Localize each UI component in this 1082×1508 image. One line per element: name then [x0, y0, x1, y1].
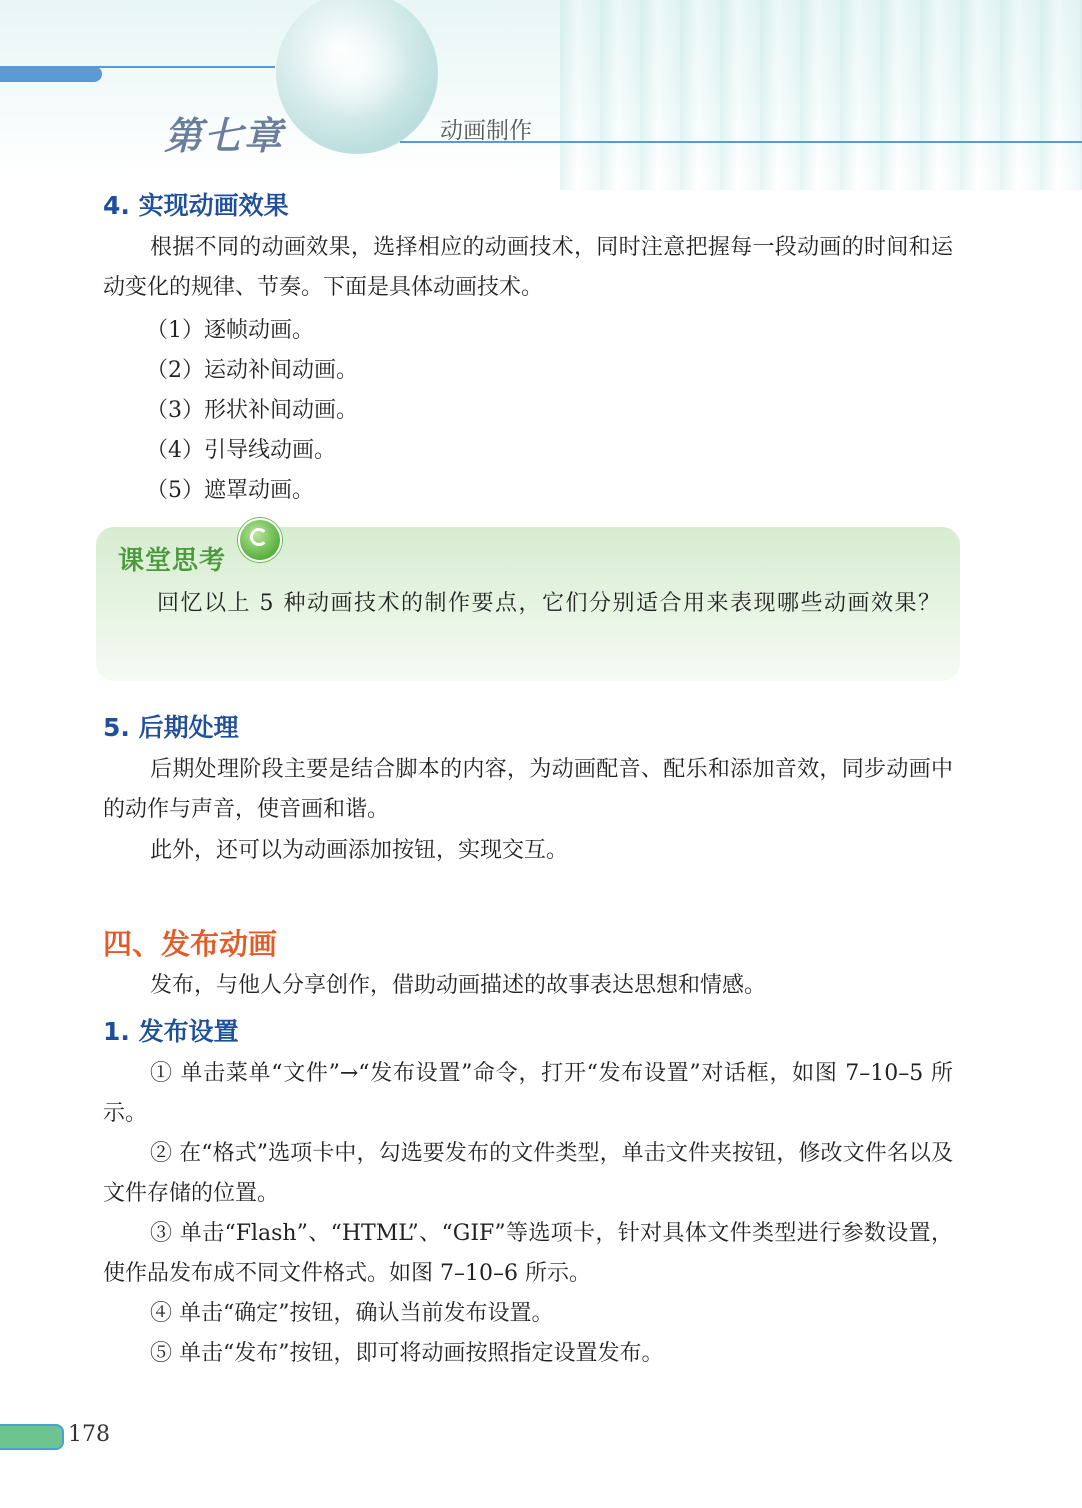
header-tab	[0, 66, 102, 82]
class-thinking-title: 课堂思考	[118, 546, 227, 576]
chapter-number: 第七章	[164, 113, 285, 158]
step-item: ① 单击菜单“文件”→“发布设置”命令，打开“发布设置”对话框，如图 7–10–5 所示。	[103, 1061, 953, 1126]
section-5-paragraph-1: 后期处理阶段主要是结合脚本的内容，为动画配音、配乐和添加音效，同步动画中的动作与声音，使音画和谐。	[103, 757, 953, 822]
section-5-paragraph-2: 此外，还可以为动画添加按钮，实现交互。	[150, 838, 569, 863]
class-thinking-text: 回忆以上 5 种动画技术的制作要点，它们分别适合用来表现哪些动画效果？	[157, 591, 942, 616]
section-heading-5: 5. 后期处理	[103, 713, 239, 742]
page-number: 178	[68, 1422, 110, 1447]
step-item: ③ 单击“Flash”、“HTML”、“GIF”等选项卡，针对具体文件类型进行参数设置，使作品发布成不同文件格式。如图 7–10–6 所示。	[103, 1221, 953, 1286]
publish-intro: 发布，与他人分享创作，借助动画描述的故事表达思想和情感。	[150, 973, 767, 998]
list-item: （5）遮罩动画。	[146, 478, 314, 503]
section-heading-4: 4. 实现动画效果	[103, 191, 289, 220]
refresh-icon-mark	[250, 528, 268, 546]
globe-highlight	[300, 20, 410, 120]
list-item: （2）运动补间动画。	[146, 358, 358, 383]
section-4-paragraph: 根据不同的动画效果，选择相应的动画技术，同时注意把握每一段动画的时间和运动变化的规律、节奏。下面是具体动画技术。	[103, 235, 953, 300]
part-heading-publish: 四、发布动画	[103, 927, 278, 961]
subsection-heading-publish-settings: 1. 发布设置	[103, 1017, 239, 1046]
list-item: （3）形状补间动画。	[146, 398, 358, 423]
step-item: ② 在“格式”选项卡中，勾选要发布的文件类型，单击文件夹按钮，修改文件名以及文件存储的位置。	[103, 1141, 953, 1206]
page-number-tab	[0, 1424, 64, 1450]
list-item: （4）引导线动画。	[146, 438, 336, 463]
step-item: ⑤ 单击“发布”按钮，即可将动画按照指定设置发布。	[150, 1341, 664, 1366]
step-item: ④ 单击“确定”按钮，确认当前发布设置。	[150, 1301, 554, 1326]
list-item: （1）逐帧动画。	[146, 318, 314, 343]
header-decoration	[560, 0, 1082, 190]
chapter-title: 动画制作	[440, 118, 532, 144]
